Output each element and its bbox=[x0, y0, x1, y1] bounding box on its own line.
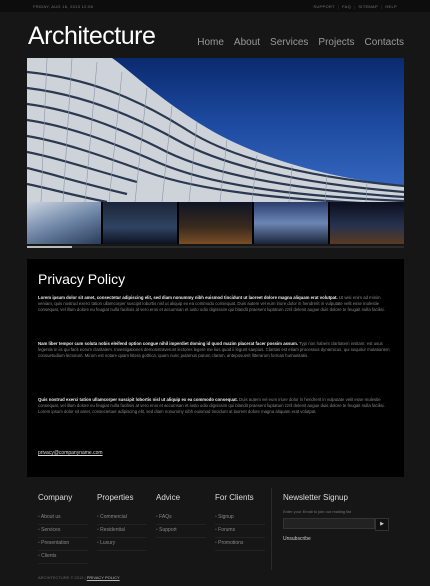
paragraph-1-body: Ut wisi enim ad minim veniam, quis nostrud exerci tation ullamcorper suscipit lobortis nisl ut aliquip ex ea commodo consequat. Duis autem vel eum iriure dolor in hendrerit in vulputate velit esse molestie consequat, vel illum dolore eu feugiat nulla facilisis at vero eros et accumsan et iusto odio dignissim qui blandit praesent luptatum zzril delenit augue duis dolore te feugait nulla facilisi. bbox=[38, 295, 385, 312]
nav-about[interactable]: About bbox=[233, 37, 261, 48]
paragraph-3-body: Duis autem vel eum iriure dolor in hendrerit in vulputate velit esse molestie consequat, vel illum dolore eu feugiat nulla facilisis at vero eros et accumsan et iusto odio dignissim qui blandit praesent luptatum zzril delenit augue duis dolore te feugait nulla facilisi. Lorem ipsum dolor sit amet, consectetuer adipiscing elit, sed diam nonummy nibh euismod tincidunt ut laoreet dolore magna aliquam erat volutpat. bbox=[38, 397, 385, 414]
copyright bbox=[38, 575, 120, 580]
unsubscribe-link[interactable]: Unsubscribe bbox=[283, 536, 311, 542]
footer-link-services[interactable]: • Services bbox=[38, 525, 88, 538]
footer-link-luxury[interactable]: • Luxury bbox=[97, 538, 147, 551]
nav-services[interactable]: Services bbox=[270, 37, 309, 48]
slider-progress bbox=[27, 246, 404, 248]
footer-column-title: For Clients bbox=[215, 493, 254, 502]
footer-link-promotions[interactable]: • Promotions bbox=[215, 538, 265, 551]
thumbnail-3[interactable] bbox=[179, 202, 253, 244]
paragraph-3-lead: Quis nostrud exerci tation ullamcorper suscipit lobortis nisl ut aliquip ex ea commodo consequat. bbox=[38, 397, 238, 402]
building-illustration bbox=[27, 58, 404, 202]
slider-progress-fill bbox=[27, 246, 72, 248]
thumbnail-strip bbox=[27, 202, 404, 244]
footer-link-about-us[interactable]: • About us bbox=[38, 512, 88, 525]
footer-column-company bbox=[38, 493, 97, 564]
paragraph-2 bbox=[38, 341, 393, 359]
site-logo[interactable]: Architecture bbox=[28, 22, 156, 50]
footer-link-support[interactable]: • Support bbox=[156, 525, 206, 538]
page-title: Privacy Policy bbox=[38, 271, 126, 287]
nav-home[interactable]: Home bbox=[197, 37, 224, 48]
privacy-email-link[interactable]: privacy@companyname.com bbox=[38, 450, 103, 456]
footer-link-signup[interactable]: • Signup bbox=[215, 512, 265, 525]
footer-column-advice bbox=[156, 493, 215, 564]
thumbnail-1[interactable] bbox=[27, 202, 101, 244]
nav-projects[interactable]: Projects bbox=[318, 37, 355, 48]
footer-link-faqs[interactable]: • FAQs bbox=[156, 512, 206, 525]
footer-column-title: Properties bbox=[97, 493, 134, 502]
top-bar bbox=[0, 0, 430, 12]
main-nav bbox=[197, 37, 404, 48]
footer-column-title: Advice bbox=[156, 493, 181, 502]
support-link[interactable]: SUPPORT bbox=[313, 4, 335, 9]
nav-contacts[interactable]: Contacts bbox=[364, 37, 404, 48]
faq-link[interactable]: FAQ bbox=[342, 4, 351, 9]
paragraph-3 bbox=[38, 397, 393, 415]
privacy-policy-link[interactable]: PRIVACY POLICY bbox=[86, 575, 120, 580]
footer-columns bbox=[38, 493, 274, 564]
paragraph-2-body: Typi non habent claritatem insitam; est usus legentis in iis qui facit eorum claritatem. Investigationes demonstraverunt lectores legere me lius quod ii legunt saepius. Claritas est etiam processus dynamicus, qui sequitur mutationem consuetudium lectorum. Mirum est notare quam littera gothica, quam nunc putamus parum claram, anteposuerit litterarum formas humanitatis. bbox=[38, 341, 390, 358]
sitemap-link[interactable]: SITEMAP bbox=[358, 4, 378, 9]
paragraph-1 bbox=[38, 295, 393, 313]
paragraph-2-lead: Nam liber tempor cum soluta nobis eleifend option congue nihil imperdiet doming id quod mazim placerat facer possim assum. bbox=[38, 341, 299, 346]
footer-link-commercial[interactable]: • Commercial bbox=[97, 512, 147, 525]
newsletter-submit-button[interactable]: ▶ bbox=[375, 518, 389, 531]
footer-link-clients[interactable]: • Clients bbox=[38, 551, 88, 564]
newsletter-email-input[interactable] bbox=[283, 518, 375, 529]
footer-link-forums[interactable]: • Forums bbox=[215, 525, 265, 538]
hero-image bbox=[27, 58, 404, 202]
top-links: SUPPORT | FAQ | SITEMAP | HELP bbox=[313, 4, 397, 9]
newsletter-title: Newsletter Signup bbox=[283, 493, 348, 502]
newsletter-signup bbox=[283, 493, 403, 542]
thumbnail-2[interactable] bbox=[103, 202, 177, 244]
footer-divider bbox=[271, 488, 272, 570]
newsletter-note: Enter your Email to join our mailing list bbox=[283, 509, 352, 514]
footer-link-presentation[interactable]: • Presentation bbox=[38, 538, 88, 551]
footer-column-title: Company bbox=[38, 493, 73, 502]
thumbnail-5[interactable] bbox=[330, 202, 404, 244]
current-date: FRIDAY, AUG 16, 2013 12:06 bbox=[33, 4, 94, 9]
footer-column-for-clients bbox=[215, 493, 274, 564]
footer-link-residential[interactable]: • Residential bbox=[97, 525, 147, 538]
footer-column-properties bbox=[97, 493, 156, 564]
content-panel bbox=[27, 259, 404, 477]
paragraph-1-lead: Lorem ipsum dolor sit amet, consectetur adipiscing elit, sed diam nonummy nibh euismod tincidunt ut laoreet dolore magna aliquam erat volutpat. bbox=[38, 295, 338, 300]
copyright-text: ARCHITECTURE © 2013 | bbox=[38, 575, 86, 580]
thumbnail-4[interactable] bbox=[254, 202, 328, 244]
help-link[interactable]: HELP bbox=[385, 4, 397, 9]
